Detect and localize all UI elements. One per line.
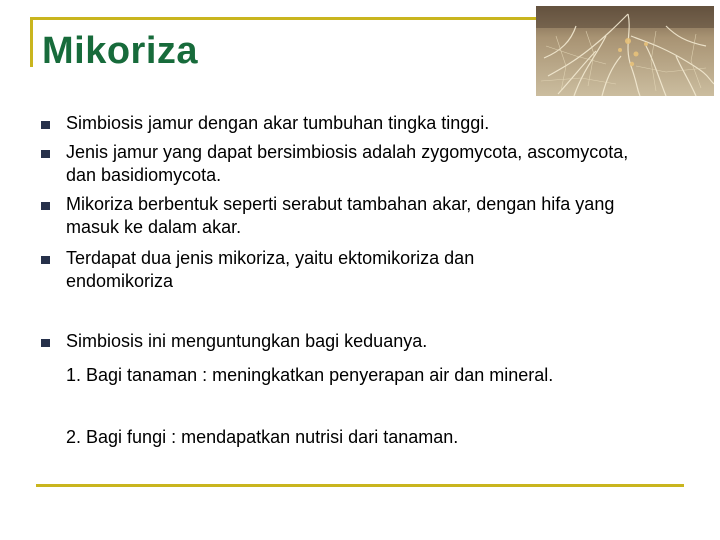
sub-item-text: 2. Bagi fungi : mendapatkan nutrisi dari tanaman. (66, 427, 459, 447)
title-frame-left-line (30, 17, 33, 67)
bottom-divider-line (36, 484, 684, 487)
bullet-text: Terdapat dua jenis mikoriza, yaitu ektomikoriza dan endomikoriza (66, 248, 475, 291)
mycorrhiza-roots-photo (536, 6, 714, 96)
bullet-text: Simbiosis jamur dengan akar tumbuhan tingka tinggi. (66, 113, 490, 133)
slide-title: Mikoriza (42, 30, 199, 72)
bullet-text: Simbiosis ini menguntungkan bagi keduanya. (66, 331, 428, 351)
square-bullet-icon (41, 150, 50, 158)
square-bullet-icon (41, 339, 50, 347)
bullet-text: Jenis jamur yang dapat bersimbiosis adalah zygomycota, ascomycota, dan basidiomycota. (66, 142, 629, 185)
sub-item-text: 1. Bagi tanaman : meningkatkan penyerapan air dan mineral. (66, 365, 554, 385)
square-bullet-icon (41, 256, 50, 264)
square-bullet-icon (41, 202, 50, 210)
square-bullet-icon (41, 121, 50, 129)
bullet-text: Mikoriza berbentuk seperti serabut tambahan akar, dengan hifa yang masuk ke dalam akar. (66, 194, 615, 237)
title-frame-top-line (30, 17, 550, 20)
